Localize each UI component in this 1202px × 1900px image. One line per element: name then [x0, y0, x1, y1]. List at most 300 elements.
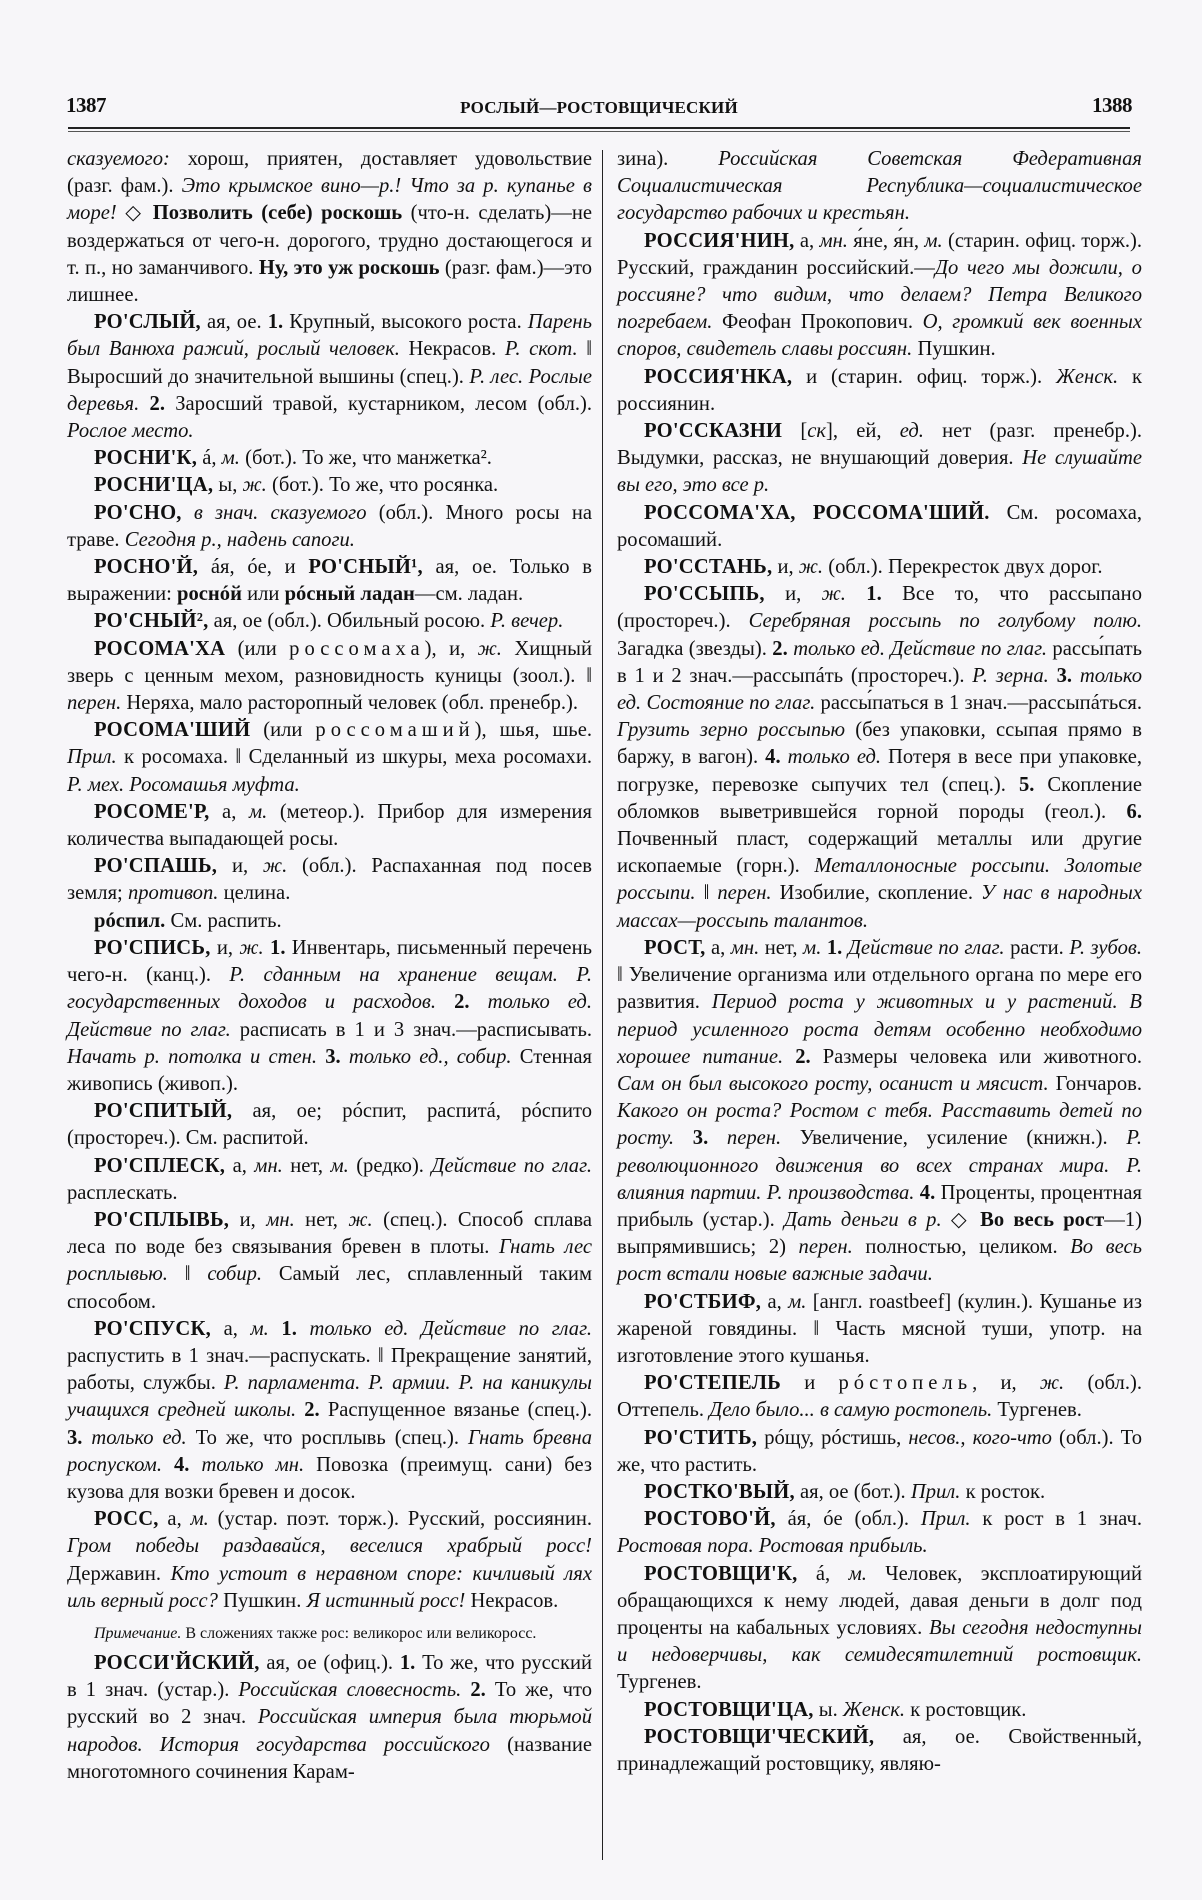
entry-text: ы.	[813, 1698, 843, 1721]
headword: РОСНИ'К,	[94, 447, 198, 470]
entry-text: Изобилие, скопление.	[771, 882, 981, 905]
bold-phrase: 2.	[304, 1399, 320, 1422]
entry-text: Некрасов.	[399, 338, 505, 361]
entry-text: То же, что русский во 2 знач.	[67, 1679, 592, 1729]
italic-text: Действие по глаг.	[431, 1154, 592, 1177]
entry-text: (старин. офиц. торж.). Русский, гражданин российский.—	[617, 229, 1143, 279]
italic-text: Дать деньги в р.	[784, 1208, 942, 1231]
italic-text: м.	[221, 447, 240, 470]
entry-text: или	[241, 583, 285, 606]
italic-text: Р. парламента. Р. армии. Р. на каникулы учащихся средней школы.	[67, 1372, 592, 1422]
entry-text: и,	[764, 583, 822, 606]
italic-text: Начать р. потолка и стен.	[67, 1045, 317, 1068]
entry-text: к росток.	[960, 1480, 1046, 1503]
headword: РОСТОВО'Й,	[644, 1508, 776, 1531]
italic-text: Примечание.	[94, 1624, 182, 1642]
entry-text	[269, 1318, 282, 1340]
entry-text: нет (разг. пренебр.). Выдумки, рассказ, не внушающий доверия.	[617, 420, 1142, 470]
spaced-variant: россомаха	[289, 637, 425, 660]
dictionary-entry	[617, 935, 1142, 1289]
entry-text: (разг. фам.)—это лишнее.	[67, 256, 593, 307]
headword: РОССИЯ'НИН,	[644, 229, 795, 252]
usage-note	[67, 1623, 592, 1644]
headword: РО'СПАШЬ,	[94, 855, 218, 878]
italic-text: Р. лес. Рослые деревья.	[67, 365, 592, 415]
dictionary-entry	[67, 554, 592, 608]
bold-phrase: 1.	[826, 936, 843, 959]
entry-text: [англ. roastbeef] (кулин.). Кушанье из жареной говядины. ‖ Часть мясной туши, употр. на изготовление этого кушанья.	[617, 1290, 1142, 1367]
entry-text: ая, ое. Свойственный, принадлежащий ростовщику, являю-	[617, 1725, 1142, 1775]
entry-text: Скопление обломков выветрившейся горной породы (геол.).	[617, 773, 1142, 823]
dictionary-entry	[67, 500, 592, 554]
entry-text: к рост в 1 знач.	[970, 1508, 1142, 1531]
entry-text: [	[782, 420, 808, 443]
headword: РО'СТИТЬ,	[644, 1426, 758, 1449]
italic-text: Сегодня р., надень сапоги.	[124, 528, 355, 551]
italic-text: сказуемого:	[67, 148, 188, 170]
entry-text: —см. ладан.	[414, 583, 524, 606]
italic-text: Российская словесность.	[238, 1679, 462, 1702]
bold-phrase: 6.	[1126, 800, 1142, 823]
italic-text: Прил.	[920, 1508, 971, 1531]
headword: РОСТОВЩИ'ЦА,	[644, 1698, 814, 1721]
dictionary-entry	[67, 636, 592, 718]
entry-text: рóщу, рóстишь,	[757, 1426, 909, 1449]
entry-text: То же, что русский в 1 знач. (устар.).	[67, 1651, 592, 1702]
entry-text: (без упаковки, ссыпая прямо в баржу, в вагон).	[617, 719, 1142, 769]
dictionary-entry	[67, 1316, 592, 1506]
entry-text	[189, 1454, 201, 1476]
dictionary-entry	[67, 445, 592, 472]
entry-text: а,	[761, 1290, 789, 1313]
bold-phrase: роснóй	[177, 583, 242, 606]
entry-text: В сложениях также рос: великорос или великоросс.	[181, 1624, 537, 1642]
dictionary-entry	[617, 1479, 1142, 1506]
bold-phrase: 4.	[765, 746, 781, 769]
dictionary-entry	[617, 581, 1142, 935]
headword: РОСОМА'ШИЙ	[94, 719, 251, 742]
bold-phrase: 1.	[866, 583, 882, 606]
italic-text: ж.	[821, 583, 846, 606]
entry-text: (бот.). То же, что росянка.	[266, 474, 499, 497]
bold-phrase: 2.	[149, 392, 165, 415]
bold-phrase: 4.	[173, 1453, 190, 1476]
entry-text: распустить в 1 знач.—распускать. ‖ Прекращение занятий, работы, службы.	[67, 1344, 592, 1395]
entry-text: ая, ое; рóспит, распитá, рóспито (простореч.). См. распитой.	[67, 1100, 592, 1150]
dictionary-entry	[617, 554, 1142, 581]
entry-text: зина).	[617, 148, 719, 170]
headword: РО'СПУСК,	[94, 1317, 211, 1340]
entry-text: Заросший травой, кустарником, лесом (обл.).	[164, 392, 592, 415]
entry-text: нет,	[294, 1208, 349, 1231]
entry-text: Феофан Прокопович.	[712, 311, 923, 334]
headword: РО'СЛЫЙ,	[94, 311, 201, 334]
headword: РОСТОВЩИ'К,	[644, 1562, 798, 1585]
italic-text: Российская империя была тюрьмой народов. История государства российского	[67, 1706, 592, 1756]
entry-text	[139, 393, 149, 415]
entry-text: Самый лес, сплавленный таким способом.	[67, 1263, 592, 1313]
entry-text: Увеличение, усиление (книжн.).	[781, 1127, 1127, 1150]
entry-text	[1072, 665, 1080, 687]
dictionary-entry	[67, 935, 592, 1098]
bold-phrase: 3.	[1056, 664, 1073, 687]
entry-text: к росомаха. ‖ Сделанный из шкуры, меха росомахи.	[116, 746, 592, 769]
page-header	[66, 94, 1132, 118]
entry-text: нет,	[759, 936, 804, 959]
entry-text: рассы́пать в 1 и 2 знач.—рассыпáть (простореч.).	[617, 637, 1142, 687]
entry-text	[674, 1127, 693, 1149]
dictionary-entry	[617, 1425, 1142, 1479]
entry-text	[341, 1046, 349, 1068]
entry-text: Инвентарь, письменный перечень чего-н. (канц.).	[67, 936, 592, 987]
entry-text	[783, 1046, 795, 1068]
italic-text: Серебряная россыпь по голубому полю.	[748, 610, 1142, 633]
italic-text: противоп.	[127, 882, 219, 905]
entry-text: а,	[794, 229, 820, 252]
entry-text: (название многотомного сочинения Карам-	[67, 1733, 592, 1783]
headword: РОСТОВЩИ'ЧЕСКИЙ,	[644, 1725, 875, 1748]
italic-text: Р. сданным на хранение вещам. Р. государственных доходов и расходов.	[67, 964, 592, 1014]
entry-text: и,	[772, 556, 799, 579]
italic-text: собир.	[207, 1263, 263, 1286]
italic-text: Не слушайте вы его, это все р.	[617, 447, 1142, 497]
entry-text: (бот.). То же, что манжетка².	[239, 447, 492, 470]
italic-text: мн.	[819, 229, 848, 252]
entry-text	[297, 1318, 310, 1340]
entry-text: (редко).	[348, 1154, 432, 1177]
entry-text: ◇	[125, 202, 153, 225]
page-number-right: 1388	[1092, 93, 1132, 117]
dictionary-entry	[67, 146, 592, 309]
dictionary-entry	[67, 309, 592, 445]
entry-text: рассы́паться в 1 знач.—рассыпáться.	[815, 692, 1142, 715]
italic-text: перен.	[726, 1127, 782, 1150]
running-head: РОСЛЫЙ—РОСТОВЩИЧЕСКИЙ	[460, 98, 738, 117]
column-divider	[602, 150, 603, 1860]
entry-text	[1049, 665, 1057, 687]
entry-text: ая, ое (обл.). Обильный росою.	[208, 610, 491, 633]
entry-text: См. росомаха, росомаший.	[617, 501, 1143, 551]
dictionary-entry	[67, 908, 592, 935]
dictionary-entry	[617, 1370, 1142, 1424]
dictionary-entry	[617, 1289, 1142, 1371]
italic-text: мн.	[266, 1208, 295, 1231]
dictionary-entry	[67, 1506, 592, 1615]
italic-text: только ед. Действие по глаг.	[793, 637, 1047, 660]
italic-text: Российская Советская Федеративная Социалистическая Республика—социалистическое государство рабочих и крестьян.	[617, 148, 1142, 225]
entry-text: Державин.	[67, 1562, 171, 1585]
italic-text: Парень был Ванюха ражий, рослый человек.	[67, 311, 592, 361]
italic-text: Р. мех. Росомашья муфта.	[67, 773, 300, 796]
entry-text: расплескать.	[67, 1181, 178, 1204]
entry-text: ы,	[213, 474, 243, 497]
entry-text: ая, ое. Только в выражении:	[67, 556, 592, 606]
italic-text: ж.	[798, 556, 824, 579]
entry-text: áя, óе, и	[198, 556, 309, 579]
entry-text: а,	[210, 1317, 251, 1340]
italic-text: Действие по глаг.	[847, 936, 1005, 959]
italic-text: Р. зубов.	[1069, 936, 1143, 959]
entry-text: (устар. поэт. торж.). Русский, россиянин.	[208, 1508, 593, 1531]
italic-text: перен.	[67, 692, 122, 715]
entry-text: Почвенный пласт, содержащий металлы или другие ископаемые (горн.).	[617, 828, 1142, 878]
italic-text: Женск.	[1055, 365, 1119, 388]
entry-text: Хищный зверь с ценным мехом, разновидность куницы (зоол.). ‖	[67, 637, 592, 687]
entry-text: Некрасов.	[465, 1589, 559, 1612]
dictionary-entry	[617, 364, 1142, 418]
italic-text: м.	[788, 1290, 807, 1313]
italic-text: Р. зерна.	[972, 664, 1049, 687]
dictionary-entry	[67, 1098, 592, 1152]
entry-text: к россиянин.	[617, 365, 1143, 415]
bold-phrase: Позволить (себе) роскошь	[152, 202, 403, 225]
entry-text: я́не, я́н,	[847, 229, 925, 252]
dictionary-entry	[617, 418, 1142, 500]
entry-text: Пушкин.	[217, 1589, 307, 1612]
italic-text: м.	[803, 936, 822, 959]
italic-text: несов., кого-что	[908, 1426, 1052, 1449]
dictionary-entry	[617, 500, 1142, 554]
italic-text: м.	[924, 229, 943, 252]
entry-text: нет,	[282, 1154, 331, 1177]
entry-text: расти.	[1004, 936, 1070, 959]
headword: РОСНО'Й,	[94, 556, 199, 579]
entry-text: Повозка (преимущ. сани) без кузова для возки бревен и досок.	[67, 1453, 593, 1503]
italic-text: Дело было... в самую ростопель.	[709, 1399, 993, 1422]
italic-text: только мн.	[201, 1453, 305, 1476]
entry-text: Распущенное вязанье (спец.).	[319, 1399, 592, 1422]
headword: РОССИ'ЙСКИЙ,	[94, 1651, 260, 1674]
italic-text: ед.	[899, 420, 924, 443]
italic-text: ск	[807, 420, 827, 443]
italic-text: ж.	[348, 1208, 373, 1231]
italic-text: ж.	[1039, 1372, 1065, 1395]
entry-text: хорош, приятен, доставляет удовольствие (разг. фам.).	[67, 148, 593, 198]
italic-text: Период роста у животных и у растений. В период усиленного роста детям особенно необходимо хорошее питание.	[617, 991, 1143, 1068]
entry-text: и (старин. офиц. торж.).	[792, 365, 1056, 388]
italic-text: только ед. Действие по глаг.	[309, 1317, 593, 1340]
bold-phrase: 3.	[67, 1426, 83, 1449]
italic-text: Вы сегодня недоступны и недоверчивы, как семидесятилетний ростовщик.	[617, 1616, 1142, 1667]
entry-text: Загадка (звезды).	[617, 637, 773, 660]
entry-text: (или	[250, 719, 316, 742]
dictionary-entry	[67, 1153, 592, 1207]
spaced-variant: россомаший	[315, 719, 475, 742]
entry-text: ая, ое.	[200, 311, 268, 334]
entry-text: Человек, эксплоатирующий обращающихся к нему людей, давая деньги в долг под проценты на кабальных условиях.	[617, 1562, 1142, 1639]
dictionary-entry	[617, 146, 1142, 228]
entry-text: Все то, что рассыпано (простореч.).	[617, 583, 1143, 633]
dictionary-entry	[617, 228, 1142, 364]
bold-phrase: 2.	[795, 1045, 811, 1068]
headword: РОСС,	[94, 1508, 159, 1531]
entry-text: ), шья, шье.	[474, 719, 592, 742]
entry-text: ‖ Увеличение организма или отдельного органа по мере его развития.	[617, 964, 1142, 1014]
italic-text: в знач. сказуемого	[193, 501, 367, 524]
entry-text: расписать в 1 и 3 знач.—расписывать.	[230, 1018, 592, 1041]
entry-text: и	[781, 1372, 839, 1395]
entry-text: ая, ое (бот.).	[794, 1480, 911, 1503]
dictionary-entry	[67, 472, 592, 499]
italic-text: только ед., собир.	[348, 1045, 512, 1068]
italic-text: Я истинный росс!	[306, 1589, 466, 1612]
italic-text: м.	[190, 1508, 209, 1531]
italic-text: Р. вечер.	[490, 610, 564, 633]
dictionary-entry	[617, 1697, 1142, 1724]
headword: РОСОМА'ХА	[94, 637, 226, 660]
dictionary-entry	[617, 1506, 1142, 1560]
dictionary-entry	[617, 1724, 1142, 1778]
bold-phrase: 5.	[1018, 773, 1035, 796]
headword: РО'ССТАНЬ,	[644, 556, 773, 579]
right-column	[617, 146, 1142, 1778]
entry-text: ‖	[695, 882, 718, 905]
entry-text: —1) выпрямившись; 2)	[617, 1208, 1142, 1259]
entry-text	[182, 502, 194, 524]
header-rule	[68, 127, 1130, 129]
italic-text: только ед.	[91, 1426, 187, 1449]
entry-text: Потеря в весе при упаковке, погрузке, перевозке сыпучих тел (спец.).	[617, 746, 1143, 796]
entry-text: , и,	[972, 1372, 1040, 1395]
dictionary-entry	[67, 1650, 592, 1786]
italic-text: У нас в народных массах—россыпь талантов.	[617, 882, 1142, 932]
entry-text: Неряха, мало расторопный человек (обл. пренебр.).	[121, 692, 579, 715]
bold-phrase: 2.	[772, 637, 788, 660]
entry-text	[162, 1454, 174, 1476]
entry-text: ], ей,	[826, 420, 900, 443]
italic-text: перен.	[717, 882, 772, 905]
italic-text: Женск.	[842, 1698, 906, 1721]
italic-text: Прил.	[67, 746, 117, 769]
headword: РО'СНЫЙ¹,	[308, 556, 423, 579]
italic-text: Р. революционного движения во всех странах мира. Р. влияния партии. Р. производства.	[617, 1127, 1142, 1204]
italic-text: только ед.	[787, 746, 882, 769]
entry-text: к ростовщик.	[905, 1698, 1027, 1721]
bold-phrase: рóсный ладан	[284, 583, 415, 606]
italic-text: м.	[250, 1317, 269, 1340]
dictionary-entry	[67, 1207, 592, 1316]
entry-text: (обл.). Распаханная под посев земля;	[67, 855, 592, 905]
dictionary-entry	[67, 853, 592, 907]
bold-phrase: 3.	[325, 1045, 341, 1068]
italic-text: Сам он был высокого росту, осанист и мясист.	[617, 1072, 1049, 1095]
entry-text: áя, óе (обл.).	[775, 1508, 921, 1531]
dictionary-entry	[617, 1561, 1142, 1697]
entry-text: а,	[158, 1508, 191, 1531]
italic-text: Рослое место.	[67, 420, 194, 443]
bold-phrase: 1.	[281, 1317, 297, 1340]
entry-text: Пушкин.	[912, 338, 996, 361]
entry-text: á,	[797, 1562, 849, 1585]
italic-text: Какого он роста? Ростом с тебя. Расставить детей по росту.	[617, 1100, 1142, 1150]
entry-text	[846, 583, 866, 605]
italic-text: ж.	[477, 637, 502, 660]
headword: РО'СПИСЬ,	[94, 936, 211, 959]
entry-text: (обл.). Перекресток двух дорог.	[823, 556, 1103, 579]
bold-phrase: Во весь рост	[980, 1208, 1105, 1231]
entry-text: (спец.). Способ сплава леса по воде без связывания бревен в плоты.	[67, 1208, 593, 1259]
italic-text: м.	[330, 1154, 349, 1177]
dictionary-entry	[67, 608, 592, 635]
italic-text: Кто устоит в неравном споре: кичливый лях иль верный росс?	[67, 1562, 592, 1612]
entry-text: и,	[210, 936, 240, 959]
entry-text: (или	[225, 637, 290, 660]
entry-text	[470, 991, 488, 1013]
entry-text: (метеор.). Прибор для измерения количества выпадающей росы.	[67, 800, 592, 851]
italic-text: ж.	[239, 936, 264, 959]
italic-text: Ростовая пора. Ростовая прибыль.	[617, 1535, 928, 1558]
dictionary-entry	[67, 799, 592, 853]
italic-text: мн.	[730, 936, 760, 959]
entry-text: Тургенев.	[992, 1399, 1082, 1422]
italic-text: перен.	[798, 1236, 853, 1259]
bold-phrase: 3.	[692, 1127, 709, 1150]
spaced-variant: рóстопель	[838, 1372, 973, 1395]
entry-text: целина.	[218, 882, 291, 905]
italic-text: Грузить зерно россыпью	[617, 719, 846, 742]
italic-text: Прил.	[910, 1480, 961, 1503]
entry-text: (обл.). Много росы на траве.	[67, 501, 592, 551]
bold-phrase: 2.	[470, 1679, 486, 1702]
entry-text: То же, что росплывь (спец.).	[186, 1426, 468, 1449]
italic-text: Гром победы раздавайся, веселися храбрый росс!	[67, 1535, 592, 1558]
entry-text	[317, 1046, 325, 1068]
entry-text: Размеры человека или животного.	[810, 1045, 1143, 1068]
dictionary-entry	[67, 717, 592, 799]
page-number-left: 1387	[66, 93, 106, 117]
headword: РО'СТЕПЕЛЬ	[644, 1372, 781, 1395]
italic-text: Гнать лес росплывью.	[67, 1236, 592, 1286]
italic-text: Это крымское вино—р.! Что за р. купанье в море!	[67, 175, 592, 225]
italic-text: только ед. Действие по глаг.	[67, 991, 592, 1041]
bold-phrase: 1.	[399, 1651, 416, 1674]
entry-text: Тургенев.	[617, 1671, 702, 1694]
headword: РОСТКО'ВЫЙ,	[644, 1480, 795, 1503]
italic-text: До чего мы дожили, о россияне? что видим, что делаем? Петра Великого погребаем.	[617, 256, 1142, 334]
italic-text: м.	[248, 800, 268, 823]
entry-text: Стенная живопись (живоп.).	[67, 1045, 593, 1095]
entry-text: (обл.). Оттепель.	[617, 1372, 1142, 1422]
entry-text	[781, 746, 788, 768]
entry-text: Проценты, процентная прибыль (устар.).	[617, 1181, 1142, 1231]
entry-text: а,	[209, 800, 249, 823]
entry-text	[708, 1127, 727, 1149]
entry-text: Крупный, высокого роста.	[283, 311, 528, 334]
headword: РО'ССКАЗНИ	[644, 420, 783, 443]
headword: РОСНИ'ЦА,	[94, 474, 214, 497]
headword: РО'СТБИФ,	[644, 1290, 762, 1313]
italic-text: ж.	[262, 855, 288, 878]
entry-text: ‖	[167, 1263, 208, 1286]
italic-text: только ед. Состояние по глаг.	[617, 664, 1142, 715]
entry-text: Гончаров.	[1048, 1072, 1143, 1095]
entry-text: полностью, целиком.	[852, 1236, 1071, 1259]
italic-text: Гнать бревна роспуском.	[67, 1426, 592, 1476]
headword: РОССИЯ'НКА,	[644, 365, 793, 388]
entry-text: ‖ Выросший до значительной вышины (спец.).	[67, 338, 592, 388]
bold-phrase: Ну, это уж роскошь	[258, 256, 440, 279]
entry-text: (обл.). То же, что растить.	[617, 1426, 1142, 1476]
entry-text: ), и,	[424, 637, 478, 660]
left-column	[67, 146, 592, 1786]
headword: РО'СПЛЕСК,	[94, 1154, 226, 1177]
entry-text: ◇	[941, 1208, 981, 1231]
entry-text	[461, 1679, 470, 1701]
header-rule-thin	[68, 131, 1130, 132]
italic-text: мн.	[254, 1154, 283, 1177]
bold-phrase: 1.	[270, 936, 286, 959]
headword: РО'СНО,	[94, 501, 182, 524]
